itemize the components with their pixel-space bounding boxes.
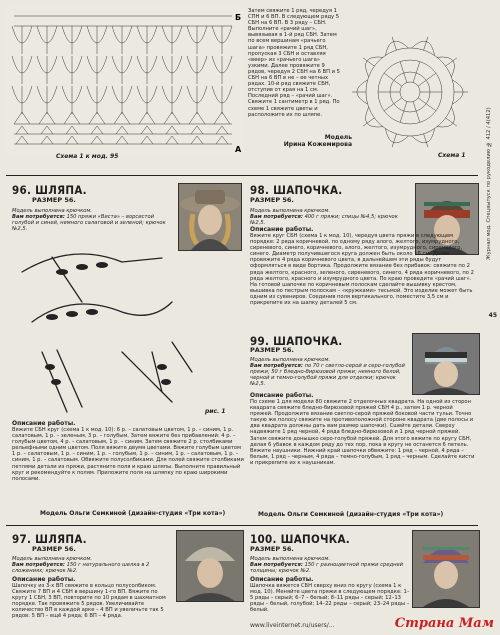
m96-size: РАЗМЕР 56. xyxy=(32,196,76,204)
m99-needs xyxy=(250,363,408,387)
page-number: 45 xyxy=(488,312,497,319)
m98-desc-head: Описание работы. xyxy=(250,226,314,233)
m96-heading: 96. ШЛЯПА. xyxy=(12,183,87,197)
m97-desc-head: Описание работы. xyxy=(12,576,76,583)
model-author: Ирина Кожемирова xyxy=(283,141,352,148)
rosette-spoke xyxy=(400,62,407,83)
m99-needs-text: по 70 г светло-серой и серо-голубой пряжи; 50 г бледно-бирюзовой пряжи; немного белой, черной и темно-голубой пряжи для отделки; крючок №2,5. xyxy=(250,363,405,388)
rosette-petal xyxy=(452,80,468,104)
m97-photo xyxy=(176,530,244,602)
rosette-spoke xyxy=(413,102,420,123)
m99-heading: 99. ШАПОЧКА. xyxy=(250,334,343,348)
divider xyxy=(6,175,478,176)
flower-schema-diagram xyxy=(345,20,475,165)
m99-photo xyxy=(412,333,480,395)
journal-side-title: Журнал мод. Спецвыпуск по рукоделию № 412 / 4(412) xyxy=(486,107,492,260)
m100-method: Модель выполнена крючком. xyxy=(250,556,331,562)
m96-desc: Вяжите СБН круг (схема 1 к мод. 10): 6 р. – салатовым цветом, 1 р. – синим, 1 р. салатовым, 1 р. – зеленым, 3 р. – голубым. Затем вяжите без прибавлений: 4 р. – голубым цветом, 4 р. – салатовым, 1 р. – синим. Затем свяжите 2 р. столбиками рельефными одним цветом. Поля вяжите двумя цветами. Вяжите голубым цветом 1 р. – салатовым, 1 р. – синим, 1 р. – голубым, 1 р. – синим, 1 р. – салатовым, 1 р. – синим, 1 р. – салатовым. Обвяжите полусолбиками. Для полей свяжите столбиками петлями детали из пряжи, растяните поля и краю шляпы. Выполните правильный круг и рекомендуйте к полям. Приложите поля на шляпку по краю широкими полосами. xyxy=(12,427,244,482)
m98-desc: Вяжите круг СБН (схема 1 к мод. 10), чередуя цвета пряжи в следующем порядке: 2 ряда коричневой, по одному ряду алого, желтого, изумрудного, сиреневого, синего, коричневого, алого, желтого, изумрудного, сиреневого, синего. Диаметр получившегося круга должен быть около 16 см. Далее провяжите 4 ряда коричневого цвета, в дальнейшем эти ряды будут оформляться в виде бортика. Продолжите вязание без прибавок: свяжите по 2 ряда желтого, красного, зеленого, сиреневого, синего, 4 ряда коричневого, по 2 ряда желтого, красного и изумрудного цвета. По краю проведите «рачий шаг». На готовой шапочке по коричневым полоскам сделайте вышивку крестом, вышивка по пестрым полоскам – «кружками» тесьмой. Это изделие может быть одним из сувениров. Соединив поля вертикального, поместите 3,5 см и прикрепите их на шапку деталей 5 см. xyxy=(250,233,474,307)
schema-label: Схема 1 к мод. 95 xyxy=(56,153,119,160)
rosette-petal xyxy=(385,37,408,56)
model-label: Модель xyxy=(324,134,352,141)
m100-needs-label: Вам потребуется: xyxy=(250,562,303,568)
watermark-logo: Страна Мам xyxy=(394,616,494,631)
m100-photo xyxy=(412,530,480,608)
m96-method: Модель выполнена крючком. xyxy=(12,208,93,214)
m96-needs-label: Вам потребуется: xyxy=(12,214,65,220)
m97-needs-label: Вам потребуется: xyxy=(12,562,65,568)
m97-desc: Шапочку из 3-х ВП свяжите в кольцо полусолбиком. Свяжите 7 ВП и 4 СБН в вершину 1-го ВП. Вяжите по кругу 1 СБН, 3 ВП, повторите по 10 рядам в шахматном порядке. Так провяжите 5 рядов. Увеличивайте количество ВП в каждой арке – 4 ВП и увеличьте так 5 рядов: 5 ВП – ещё 4 ряда; 6 ВП – 4 ряда. xyxy=(12,583,166,620)
m100-size: РАЗМЕР 56. xyxy=(250,545,294,553)
m100-desc-head: Описание работы. xyxy=(250,576,314,583)
m100-needs xyxy=(250,562,406,574)
m98-size: РАЗМЕР 56. xyxy=(250,196,294,204)
m96-needs xyxy=(12,214,172,232)
footer-url: www.liveinternet.ru/users/... xyxy=(250,622,335,629)
schema-1-label: Схема 1 xyxy=(438,152,466,159)
crochet-chart-svg xyxy=(6,6,244,156)
m99-author: Модель Ольги Семкиной (дизайн-студия «Три кота») xyxy=(258,511,444,518)
rosette-petal xyxy=(412,37,435,56)
m97-size: РАЗМЕР 56. xyxy=(32,545,76,553)
rosette-petal xyxy=(352,80,368,104)
letter-a: А xyxy=(235,145,242,154)
rosette-spoke xyxy=(400,102,407,123)
m96-needs-text: 150 пряжи «Виста» – ворсистой голубой и синей, немного салатовой и зеленой; крючок №2,5. xyxy=(12,214,166,233)
m98-needs-text: 400 г пряжи; спицы №4,5; крючок №2,5. xyxy=(250,214,398,227)
m100-needs-text: 150 г разноцветной пряжи средней толщины; крючок №2. xyxy=(250,562,404,575)
m99-desc-head: Описание работы. xyxy=(250,392,314,399)
divider-bottom xyxy=(6,525,478,526)
m96-desc-head: Описание работы. xyxy=(12,420,76,427)
m97-needs-text: 150 г натурального шелка в 2 сложениях; крючок №2. xyxy=(12,562,150,575)
m96-author: Модель Ольги Семкиной (дизайн-студия «Три кота») xyxy=(40,510,226,517)
m98-heading: 98. ШАПОЧКА. xyxy=(250,183,343,197)
m100-heading: 100. ШАПОЧКА. xyxy=(250,532,351,546)
m99-desc: По схеме 1 для модели 80 свяжите 2 отделочных квадрата. На одной из сторон квадрата свяжите бледно-бирюзовой пряжей СБН 4 р., затем 1 р. черной пряжей. Продолжите вязание светло-серой пряжей боковой части тульи. Точно такую же полосу свяжите на противоположной стороне квадрата (две полосы и два квадрата должны дать вам размер шапочки). Сшейте детали. Сверху надвяжите 1 ряд черной, 4 ряда бледно-бирюзовой и 1 ряд черной пряжей. Затем свяжите донышко серо-голубой пряжей. Для этого вяжите по кругу СБН, делая 6 убавок в каждом ряду до тех пор, пока в кругу не останется 6 петель. Вяжите наушники. Нижний край шапочки обвяжите: 1 ряд – черной, 4 ряда – белым, 1 ряд – черным, 4 ряда – темно-голубым, 1 ряд – черным. Сделайте кисти и прикрепите их к наушникам. xyxy=(250,399,475,466)
m99-size: РАЗМЕР 56. xyxy=(250,346,294,354)
rosette-petal xyxy=(412,128,435,147)
m97-method: Модель выполнена крючком. xyxy=(12,556,93,562)
m98-needs xyxy=(250,214,410,226)
m100-desc: Шапочка вяжется СБН сверху вниз по кругу (схема 1 к мод. 10). Меняйте цвета пряжи в следующем порядке: 1–5 ряды – серый; 6–7 – белый; 8–11 ряды – серый; 12–13 ряды – белый, голубой; 14–22 ряды – серый; 23–24 ряды – белый. xyxy=(250,583,410,614)
m98-needs-label: Вам потребуется: xyxy=(250,214,303,220)
intro-text: Затем свяжите 1 ряд, чередуя 1 СПН и 6 ВП. В следующем ряду 5 СБН на 6 ВП. В 3 ряду – СБН. Выполните «рачий шаг», вывязывая в 1-й ряд СБН. Затем по всем вершинам «рачьего шага» провяжите 1 ряд СБН, пропуская 3 СБН и оставляя «веер» из «рачьего шага» узкими. Далее провяжите 9 рядов, чередуя 2 СБН на 6 ВП и 5 СБН на 6 ВП в не – ее четных рядах. 10-й ряд свяжите СБН, отступив от края на 1 см. Последний ряд – «рачий шаг». Свяжите 1 сантиметр в 1 ряд. По схеме 1 свяжите цветы и расположите их по шляпе. xyxy=(248,8,340,118)
m97-needs xyxy=(12,562,170,574)
m99-needs-label: Вам потребуется: xyxy=(250,363,303,369)
schema-diagram-top xyxy=(6,6,244,160)
rosette-petal xyxy=(385,128,408,147)
letter-b: Б xyxy=(235,13,242,22)
rosette-ring xyxy=(400,82,420,102)
m97-heading: 97. ШЛЯПА. xyxy=(12,532,87,546)
rosette-spoke xyxy=(413,62,420,83)
m96-fig-label: рис. 1 xyxy=(205,408,226,415)
m99-method: Модель выполнена крючком. xyxy=(250,357,331,363)
m98-method: Модель выполнена крючком. xyxy=(250,208,331,214)
m96-stitch-diagram xyxy=(12,232,242,422)
